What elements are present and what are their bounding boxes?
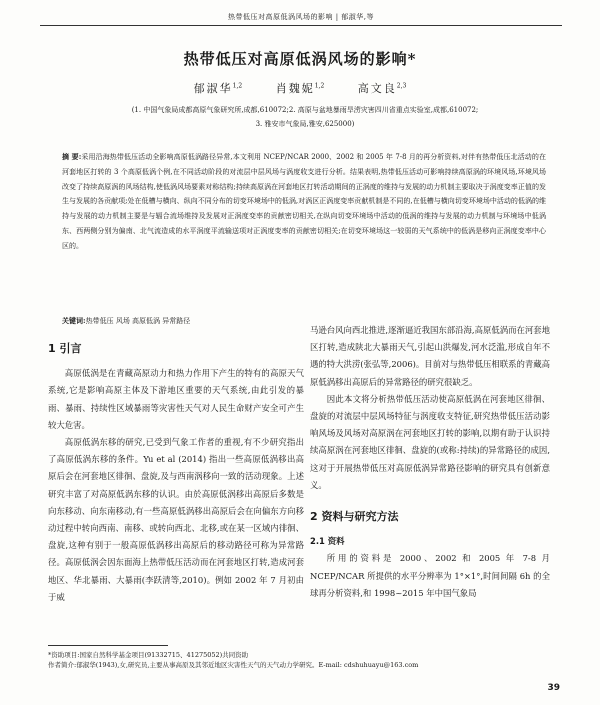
right-column bbox=[310, 322, 550, 602]
left-column bbox=[48, 340, 304, 606]
paper-title: 热带低压对高原低涡风场的影响* bbox=[183, 50, 417, 68]
affiliations bbox=[60, 103, 550, 131]
author: 郁淑华$^{1,2}$ bbox=[193, 82, 243, 95]
author: 高文良$^{2,3}$ bbox=[357, 82, 407, 95]
footnotes bbox=[48, 650, 558, 670]
author: 肖魏妮$^{1,2}$ bbox=[275, 82, 325, 95]
abstract-label: 摘 要: bbox=[62, 152, 82, 161]
running-head: 热带低压对高原低涡风场的影响 | 郁淑华,等 bbox=[40, 12, 562, 26]
author-list bbox=[0, 80, 600, 96]
section-heading: 2 资料与研究方法 bbox=[310, 510, 399, 524]
footnote-funding: *资助项目:国家自然科学基金项目(91332715、41275052)共同资助 bbox=[48, 651, 249, 659]
affiliation-line: (1. 中国气象局成都高原气象研究所,成都,610072;2. 高原与盆地暴雨旱涝灾害四川省重点实验室,成都,610072; bbox=[131, 106, 479, 114]
body-paragraph: 所用的资料是 2000、2002 和 2005 年 7-8 月 NCEP/NCAR 所提供的水平分辨率为 1°×1°,时间间隔 6h 的全球再分析资料,和 1998~2015 年中国气象局 bbox=[310, 553, 550, 598]
body-paragraph: 高原低涡是在青藏高原动力和热力作用下产生的特有的高原天气系统,它是影响高原主体及下游地区重要的天气系统,由此引发的暴雨、暴雨、持续性区域暴雨等灾害性天气对人民生命财产安全可产生较大危害。 bbox=[48, 368, 304, 430]
section-heading: 1 引言 bbox=[48, 342, 82, 355]
footnote-divider bbox=[48, 645, 168, 646]
body-paragraph: 因此本文将分析热带低压活动使高原低涡在河套地区徘徊、盘旋的对流层中层风场特征与涡度收支特征,研究热带低压活动影响风场及风场对高原涡在河套地区打转的影响,以期有助于认识持续高原涡在河套地区徘徊、盘旋的(或称:持续)的异常路径的成因,这对于开展热带低压对高原低涡异常路径影响的研究具有创新意义。 bbox=[310, 393, 550, 490]
page-number: 39 bbox=[547, 683, 560, 693]
body-paragraph: 马逊台风向西北推进,逐渐逼近我国东部沿海,高原低涡而在河套地区打转,造成陕北大暴雨天气,引起山洪爆发,河水泛滥,形成自年不遇的特大洪涝(张弘等,2006)。目前对与热带低压相联系的青藏高原低涡移出高原后的异常路径的研究很缺乏。 bbox=[310, 325, 550, 387]
affiliation-line: 3. 雅安市气象局,雅安,625000) bbox=[255, 120, 355, 128]
abstract-text: 采用沿海热带低压活动全影响高原低涡路径异常,本文利用 NCEP/NCAR 2000、2002 和 2005 年 7-8 月的再分析资料,对伴有热带低压北活动的在河套地区打转的 3 个高原低涡个例,在不同活动阶段的对流层中层风场与涡度收支进行分析。结果表明,热带低压活动可影响持续高原涡的环境风场,环境风场改变了持续高原涡的风场结构,使低涡风场要素对称结构;持续高原涡在河套地区打转活动期间的正涡度的维持与发展的动力机制主要取决于涡度变率正值的发生与发展的各贡献项;处在低槽与横向、纵向不同分布的切变环境场中的低涡,对涡区正涡度变率贡献机制是不同的,在低槽与横向切变环境场中活动的低涡的维持与发展的动力机制主要是与辐合流场维持及发展对正涡度变率的贡献密切相关,在纵向切变环境场中活动的低涡的维持与发展的动力机制与环境场中低涡东、西两侧分别为偏南、北气流造成的水平涡度平流输送项对正涡度变率的贡献密切相关;在切变环境场这一较弱的天气系统中的低涡是移向正涡度变率中心区的。 bbox=[62, 153, 546, 250]
subsection-heading: 2.1 资料 bbox=[310, 536, 345, 547]
footnote-author: 作者简介:郁淑华(1943),女,研究员,主要从事高原及其邻近地区灾害性天气的天气动力学研究。E-mail: cdshuhuayu@163.com bbox=[48, 661, 419, 669]
keywords-text: 热带低压 风场 高原低涡 异常路径 bbox=[85, 317, 191, 325]
keywords-label: 关键词: bbox=[62, 316, 86, 325]
abstract bbox=[62, 150, 546, 254]
body-paragraph: 高原低涡东移的研究,已受到气象工作者的重视,有不少研究指出了高原低涡东移的条件。Yu et al (2014) 指出一些高原低涡移出高原后会在河套地区徘徊、盘旋,及与西南涡移向一致的活动现象。上述研究丰富了对高原低涡东移的认识。由於高原低涡移出高原后多数是向东移动、向东南移动,有一些高原低涡移出高原后会在向偏东方向移动过程中转向西南、南移、或转向西北、北移,或在某一区域内徘徊、盘旋,这种有别于一般高原低涡移出高原后的移动路径可称为异常路径。高原低涡会因东面海上热带低压活动而在河套地区打转,造成河套地区、华北暴雨、大暴雨(李跃清等,2010)。例如 2002 年 7 月初由于威 bbox=[48, 437, 304, 602]
